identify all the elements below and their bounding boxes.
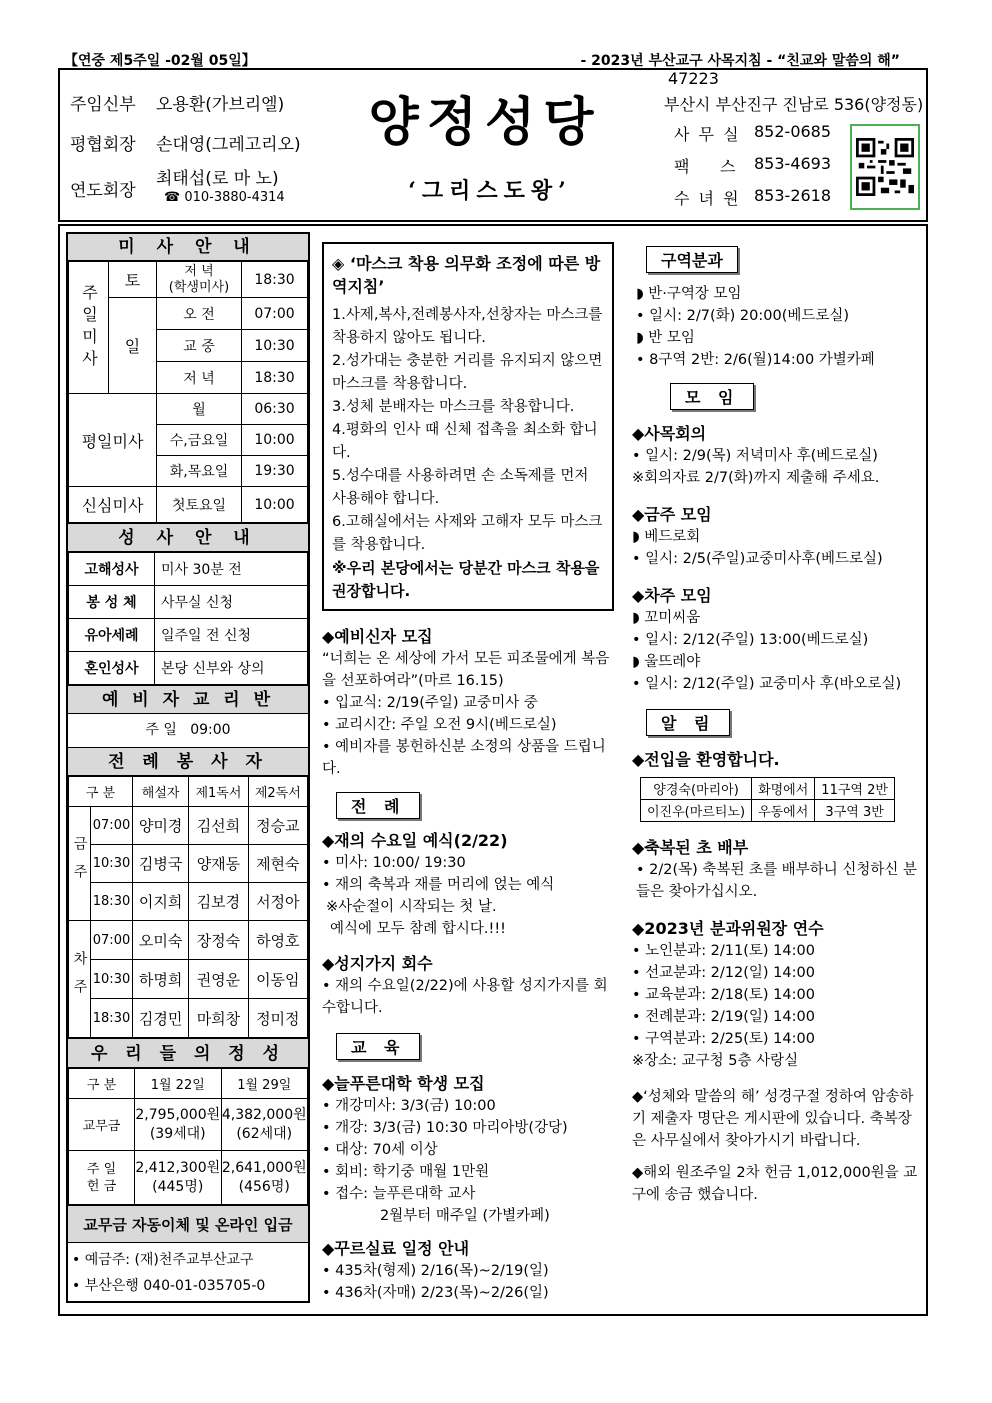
training-item: • 노인분과: 2/11(토) 14:00	[632, 943, 815, 959]
cursillo-title: ◆꾸르실료 일정 안내	[322, 1239, 470, 1258]
training-item: • 구역분과: 2/25(토) 14:00	[632, 1031, 815, 1047]
weekday-mass-name: 수,금요일	[157, 425, 242, 456]
sacrament-value: 본당 신부와 상의	[155, 652, 308, 685]
palm-text: • 재의 수요일(2/22)에 사용할 성지가지를 회수합니다.	[322, 978, 608, 1016]
district-item: • 일시: 2/7(화) 20:00(베드로실)	[636, 308, 850, 324]
yeondo-label: 연도회장	[70, 181, 136, 201]
servers-header: 구 분	[69, 777, 133, 807]
server-time: 18:30	[91, 883, 133, 921]
top-line	[58, 50, 928, 68]
university-item: 2월부터 매주일 (가별카페)	[380, 1208, 550, 1224]
sunday-mass-name: 저 녁	[157, 362, 242, 394]
training-item: ※장소: 교구청 5층 사랑실	[632, 1053, 799, 1069]
pastoral-meeting-item: • 일시: 2/9(목) 저녁미사 후(베드로실)	[632, 448, 878, 464]
university-item: • 회비: 학기중 매월 1만원	[322, 1164, 490, 1180]
offering-count: (456명)	[238, 1178, 290, 1195]
weekday-mass-time: 10:00	[242, 425, 308, 456]
news-label: 알 림	[646, 709, 730, 736]
verse-notice: ◆‘성체와 말씀의 해’ 성경구절 정하여 암송하기 제출자 명단은 게시판에 있습니다. 축복장은 사무실에서 찾아가시기 바랍니다.	[632, 1089, 914, 1149]
server-time: 07:00	[91, 921, 133, 960]
ash-wednesday-title: ◆재의 수요일 예식(2/22)	[322, 831, 508, 850]
university-item: • 접수: 늘푸른대학 교사	[322, 1186, 476, 1202]
right-column	[632, 232, 924, 1206]
welcome-cell: 이진우(마르티노)	[641, 800, 752, 822]
offering-amount: 2,795,000원	[135, 1106, 221, 1123]
weekday-mass-name: 화,목요일	[157, 456, 242, 487]
address: 부산시 부산진구 진남로 536(양정동)	[664, 95, 924, 114]
server-name: 양미경	[133, 807, 189, 845]
university-item: • 대상: 70세 이상	[322, 1142, 438, 1158]
diocese-motto: - 2023년 부산교구 사목지침 - “친교와 말씀의 해”	[580, 53, 900, 69]
offering-amount: 4,382,000원	[221, 1106, 307, 1123]
server-name: 서정아	[248, 883, 307, 921]
sacrament-value: 사무실 신청	[155, 586, 308, 619]
yeondo-name: 최태섭(로 마 노)	[156, 169, 279, 189]
mass-table	[68, 261, 308, 523]
candle-title: ◆축복된 초 배부	[632, 838, 749, 857]
server-name: 하영호	[248, 921, 307, 960]
offering-header: 구 분	[69, 1069, 135, 1099]
catechumen-item: • 입교식: 2/19(주일) 교중미사 중	[322, 695, 538, 711]
church-subtitle: ‘그리스도왕’	[408, 178, 572, 204]
server-name: 정미정	[248, 999, 307, 1038]
sacrament-key: 혼인성사	[69, 652, 155, 685]
server-name: 오미숙	[133, 921, 189, 960]
catechumen-quote: “너희는 온 세상에 가서 모든 피조물에게 복음을 선포하여라”(마르 16.15)	[322, 651, 610, 689]
server-name: 이지희	[133, 883, 189, 921]
header-box	[58, 68, 928, 222]
mask-notice	[322, 242, 614, 611]
next-week-meeting-title: ◆차주 모임	[632, 586, 712, 605]
server-name: 제현숙	[248, 845, 307, 883]
university-title: ◆늘푸른대학 학생 모집	[322, 1074, 485, 1093]
office-label: 사 무 실	[674, 125, 741, 144]
qr-code-icon	[856, 130, 914, 204]
sunday-mass-label: 주일미사	[69, 262, 109, 394]
saturday-mass-time: 18:30	[242, 262, 308, 298]
district-item: ◗ 반 모임	[636, 330, 695, 346]
church-name: 양정성당	[368, 92, 602, 153]
district-item: • 8구역 2반: 2/6(월)14:00 가별카페	[636, 352, 875, 368]
bank-account: • 부산은행 040-01-035705-0	[72, 1278, 266, 1294]
next-week-meeting-item: • 일시: 2/12(주일) 교중미사 후(바오로실)	[632, 676, 902, 692]
education-label: 교 육	[336, 1033, 420, 1060]
server-name: 하명희	[133, 960, 189, 999]
server-name: 이동임	[248, 960, 307, 999]
servers-title: 전 례 봉 사 자	[68, 747, 308, 776]
offering-count: (445명)	[152, 1178, 204, 1195]
next-week-meeting-item: ◗ 울뜨레야	[632, 654, 701, 670]
this-week-label: 금주	[69, 807, 91, 921]
weekday-mass-time: 06:30	[242, 394, 308, 425]
liturgy-label: 전 례	[336, 792, 420, 819]
offering-amount: 2,641,000원	[221, 1159, 307, 1176]
server-name: 김병국	[133, 845, 189, 883]
training-item: • 교육분과: 2/18(토) 14:00	[632, 987, 815, 1003]
nuns-phone: 853-2618	[754, 186, 832, 205]
sunday-mass-name: 오 전	[157, 298, 242, 330]
mask-title: ◈ ‘마스크 착용 의무화 조정에 따른 방역지침’	[332, 254, 601, 296]
council-name: 손대영(그레고리오)	[156, 135, 301, 155]
mask-item: 4.평화의 인사 때 신체 접촉을 최소화 합니다.	[332, 422, 598, 461]
sacrament-value: 일주일 전 신청	[155, 619, 308, 652]
server-time: 18:30	[91, 999, 133, 1038]
servers-header: 해설자	[133, 777, 189, 807]
offering-title: 우 리 들 의 정 성	[68, 1038, 308, 1068]
catechumen-item: • 교리시간: 주일 오전 9시(베드로실)	[322, 717, 557, 733]
server-name: 정승교	[248, 807, 307, 845]
mask-item: 2.성가대는 충분한 거리를 유지되지 않으면 마스크를 착용합니다.	[332, 353, 603, 392]
ash-wednesday-item: • 미사: 10:00/ 19:30	[322, 855, 466, 871]
district-item: ◗ 반·구역장 모임	[636, 286, 742, 302]
offering-key: 주 일 헌 금	[69, 1151, 135, 1205]
devotion-mass-time: 10:00	[242, 487, 308, 523]
this-week-meeting-item: ◗ 베드로회	[632, 529, 701, 545]
auto-transfer-title: 교무금 자동이체 및 온라인 입금	[68, 1205, 308, 1243]
palm-title: ◆성지가지 회수	[322, 954, 433, 973]
mask-item: 5.성수대를 사용하려면 손 소독제를 먼저 사용해야 합니다.	[332, 468, 589, 507]
welcome-cell: 3구역 3반	[815, 800, 895, 822]
server-name: 김경민	[133, 999, 189, 1038]
sacrament-key: 고해성사	[69, 553, 155, 586]
weekday-mass-time: 19:30	[242, 456, 308, 487]
this-week-meeting-title: ◆금주 모임	[632, 505, 712, 524]
server-name: 마희창	[189, 999, 248, 1038]
mask-item: 3.성체 분배자는 마스크를 착용합니다.	[332, 399, 575, 415]
account-holder: • 예금주: (재)천주교부산교구	[72, 1252, 254, 1268]
offering-header: 1월 29일	[221, 1069, 308, 1099]
offering-count: (62세대)	[236, 1125, 293, 1142]
welcome-table	[640, 777, 895, 822]
zip-code: 47223	[668, 69, 719, 88]
sacrament-table	[68, 552, 308, 685]
catechumen-item: • 예비자를 봉헌하신분 소정의 상품을 드립니다.	[322, 739, 606, 777]
ash-wednesday-item: 예식에 모두 참례 합시다.!!!	[330, 921, 506, 937]
welcome-cell: 우동에서	[752, 800, 815, 822]
next-week-label: 차주	[69, 921, 91, 1038]
office-phone: 852-0685	[754, 122, 832, 141]
welcome-cell: 양경숙(마리아)	[641, 778, 752, 800]
training-item: • 전례분과: 2/19(일) 14:00	[632, 1009, 815, 1025]
left-column	[66, 232, 310, 1303]
catechism-time: 주 일 09:00	[145, 722, 231, 738]
council-label: 평협회장	[70, 135, 136, 155]
mask-item: 1.사제,복사,전례봉사자,선창자는 마스크를 착용하지 않아도 됩니다.	[332, 307, 603, 346]
main-box	[58, 224, 928, 1316]
university-item: • 개강: 3/3(금) 10:30 마리아방(강당)	[322, 1120, 568, 1136]
server-time: 10:30	[91, 845, 133, 883]
saturday-mass-name: 저 녁 (학생미사)	[157, 262, 242, 298]
offering-count: (39세대)	[149, 1125, 206, 1142]
sunday-label: 일	[109, 298, 157, 394]
ash-wednesday-item: • 재의 축복과 재를 머리에 얹는 예식	[322, 877, 555, 893]
yeondo-phone: ☎ 010-3880-4314	[164, 190, 285, 205]
issue-date: 【연중 제5주일 -02월 05일】	[64, 53, 256, 69]
server-name: 권영운	[189, 960, 248, 999]
welcome-cell: 화명에서	[752, 778, 815, 800]
weekday-mass-label: 평일미사	[69, 394, 157, 487]
sacrament-value: 미사 30분 전	[155, 553, 308, 586]
training-item: • 선교분과: 2/12(일) 14:00	[632, 965, 815, 981]
candle-text: • 2/2(목) 축복된 초를 배부하니 신청하신 분들은 찾아가십시오.	[636, 862, 917, 900]
sacrament-key: 유아세례	[69, 619, 155, 652]
sunday-mass-time: 07:00	[242, 298, 308, 330]
mask-note: ※우리 본당에서는 당분간 마스크 착용을 권장합니다.	[332, 559, 600, 600]
sacrament-key: 봉 성 체	[69, 586, 155, 619]
mask-item: 6.고해실에서는 사제와 고해자 모두 마스크를 착용합니다.	[332, 514, 603, 553]
server-name: 김선희	[189, 807, 248, 845]
next-week-meeting-item: ◗ 꼬미씨움	[632, 610, 701, 626]
this-week-meeting-item: • 일시: 2/5(주일)교중미사후(베드로실)	[632, 551, 883, 567]
sunday-mass-time: 10:30	[242, 330, 308, 362]
pastoral-meeting-item: ※회의자료 2/7(화)까지 제출해 주세요.	[632, 470, 880, 486]
qr-code[interactable]	[850, 124, 920, 210]
catechumen-title: ◆예비신자 모집	[322, 627, 433, 646]
devotion-mass-name: 첫토요일	[157, 487, 242, 523]
sunday-mass-name: 교 중	[157, 330, 242, 362]
welcome-title: ◆전입을 환영합니다.	[632, 750, 780, 769]
next-week-meeting-item: • 일시: 2/12(주일) 13:00(베드로실)	[632, 632, 869, 648]
sunday-mass-time: 18:30	[242, 362, 308, 394]
servers-table	[68, 776, 308, 1038]
servers-header: 제1독서	[189, 777, 248, 807]
devotion-mass-label: 신심미사	[69, 487, 157, 523]
offering-table	[68, 1068, 308, 1205]
ash-wednesday-item: ※사순절이 시작되는 첫 날.	[326, 899, 497, 915]
catechism-title: 예 비 자 교 리 반	[68, 685, 308, 714]
overseas-aid-notice: ◆해외 원조주일 2차 헌금 1,012,000원을 교구에 송금 했습니다.	[632, 1165, 918, 1203]
fax-label: 팩 스	[674, 157, 736, 176]
cursillo-item: • 436차(자매) 2/23(목)~2/26(일)	[322, 1285, 549, 1301]
district-label: 구역분과	[646, 246, 738, 273]
cursillo-item: • 435차(형제) 2/16(목)~2/19(일)	[322, 1263, 549, 1279]
server-name: 김보경	[189, 883, 248, 921]
university-item: • 개강미사: 3/3(금) 10:00	[322, 1098, 496, 1114]
priest-name: 오용환(가브리엘)	[156, 95, 285, 115]
offering-amount: 2,412,300원	[135, 1159, 221, 1176]
server-time: 07:00	[91, 807, 133, 845]
fax-number: 853-4693	[754, 154, 832, 173]
server-time: 10:30	[91, 960, 133, 999]
welcome-cell: 11구역 2반	[815, 778, 895, 800]
middle-column	[322, 232, 614, 1304]
offering-header: 1월 22일	[135, 1069, 222, 1099]
saturday-label: 토	[109, 262, 157, 298]
server-name: 양재동	[189, 845, 248, 883]
servers-header: 제2독서	[248, 777, 307, 807]
pastoral-meeting-title: ◆사목회의	[632, 424, 707, 443]
sacrament-title: 성 사 안 내	[68, 523, 308, 552]
offering-key: 교무금	[69, 1099, 135, 1151]
server-name: 장정숙	[189, 921, 248, 960]
priest-label: 주임신부	[70, 95, 136, 115]
training-title: ◆2023년 분과위원장 연수	[632, 919, 824, 938]
meeting-label: 모 임	[670, 383, 754, 410]
nuns-label: 수 녀 원	[674, 189, 741, 208]
mass-title: 미 사 안 내	[68, 234, 308, 261]
weekday-mass-name: 월	[157, 394, 242, 425]
